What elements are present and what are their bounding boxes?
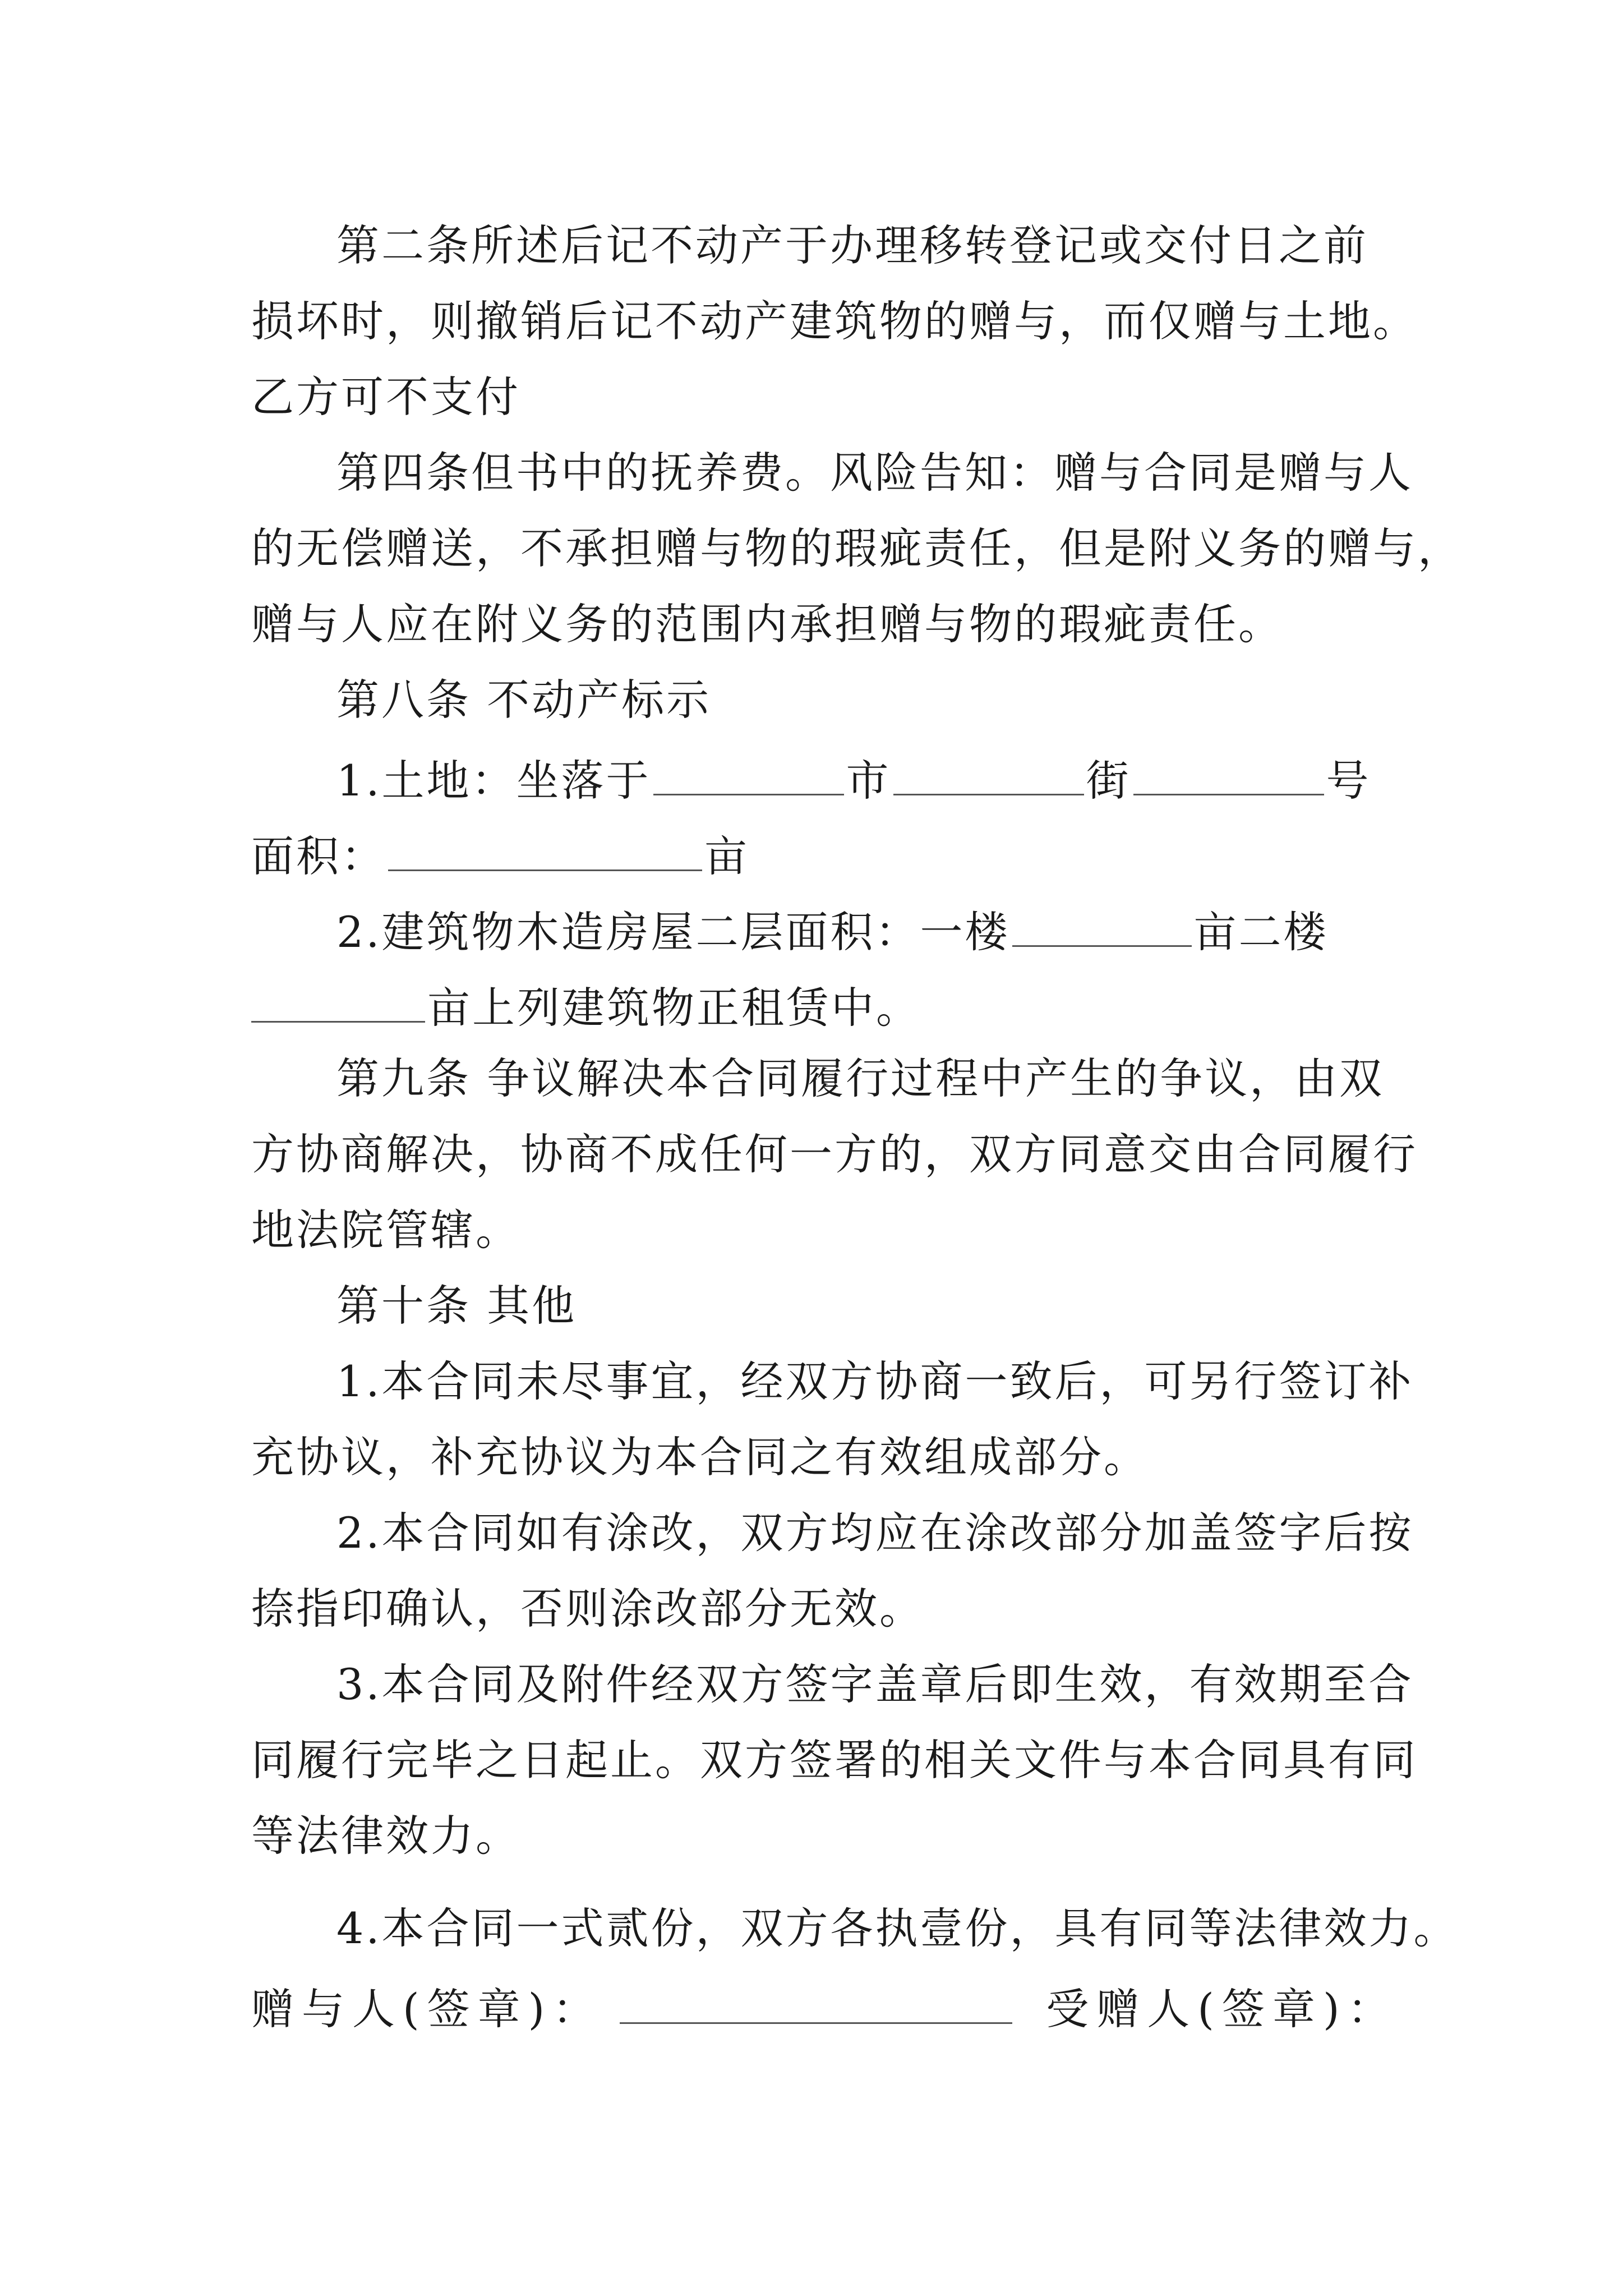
street-blank [893, 754, 1084, 795]
article-10-item-2-line-1: 2.本合同如有涂改，双方均应在涂改部分加盖签字后按 [336, 1508, 1414, 1558]
article-10-item-2-line-2: 捺指印确认，否则涂改部分无效。 [251, 1584, 924, 1634]
number-label: 号 [1326, 756, 1371, 806]
area-unit: 亩 [704, 831, 749, 881]
building-line-2 [251, 982, 921, 1033]
article-9-line-1: 第九条 争议解决本合同履行过程中产生的争议，由双 [336, 1053, 1385, 1103]
street-label: 街 [1086, 756, 1131, 806]
article-4-line-2: 的无偿赠送，不承担赠与物的瑕疵责任，但是附义务的赠与， [251, 523, 1463, 573]
donee-label: 受赠人(签章)： [1046, 1984, 1398, 2034]
donor-signature-blank [620, 1983, 1012, 2024]
area-blank [388, 830, 702, 871]
article-2-line-2: 损坏时，则撤销后记不动产建筑物的赠与，而仅赠与土地。 [251, 296, 1418, 346]
area-label: 面积： [251, 831, 386, 881]
article-2-line-3: 乙方可不支付 [251, 372, 520, 422]
article-4-line-3: 赠与人应在附义务的范围内承担赠与物的瑕疵责任。 [251, 599, 1283, 649]
article-10-item-3-line-1: 3.本合同及附件经双方签字盖章后即生效，有效期至合 [336, 1659, 1414, 1709]
city-blank [653, 754, 844, 795]
floor2-suffix: 亩上列建筑物正租赁中。 [427, 983, 921, 1033]
building-line-1 [336, 906, 1329, 957]
land-location-line [336, 754, 1371, 806]
land-prefix: 1.土地：坐落于 [336, 756, 651, 806]
floor2-blank [251, 982, 425, 1023]
donor-label: 赠与人(签章)： [251, 1984, 603, 2034]
article-10-item-3-line-2: 同履行完毕之日起止。双方签署的相关文件与本合同具有同 [251, 1735, 1418, 1785]
article-2-line-1: 第二条所述后记不动产于办理移转登记或交付日之前 [336, 220, 1368, 270]
number-blank [1133, 754, 1324, 795]
article-10-item-1-line-1: 1.本合同未尽事宜，经双方协商一致后，可另行签订补 [336, 1356, 1414, 1406]
article-10-item-4: 4.本合同一式贰份，双方各执壹份，具有同等法律效力。 [336, 1903, 1459, 1953]
land-area-line [251, 830, 749, 881]
article-9-line-2: 方协商解决，协商不成任何一方的，双方同意交由合同履行 [251, 1129, 1418, 1179]
signature-line [251, 1983, 1398, 2034]
article-4-line-1: 第四条但书中的抚养费。风险告知：赠与合同是赠与人 [336, 448, 1413, 498]
article-10-heading: 第十条 其他 [336, 1281, 577, 1331]
floor1-blank [1012, 906, 1192, 947]
article-8-heading: 第八条 不动产标示 [336, 675, 712, 725]
article-10-item-1-line-2: 充协议，补充协议为本合同之有效组成部分。 [251, 1432, 1149, 1482]
building-prefix: 2.建筑物木造房屋二层面积：一楼 [336, 907, 1010, 957]
city-label: 市 [846, 756, 891, 806]
floor1-unit: 亩二楼 [1193, 907, 1329, 957]
article-9-line-3: 地法院管辖。 [251, 1205, 520, 1255]
article-10-item-3-line-3: 等法律效力。 [251, 1811, 520, 1861]
